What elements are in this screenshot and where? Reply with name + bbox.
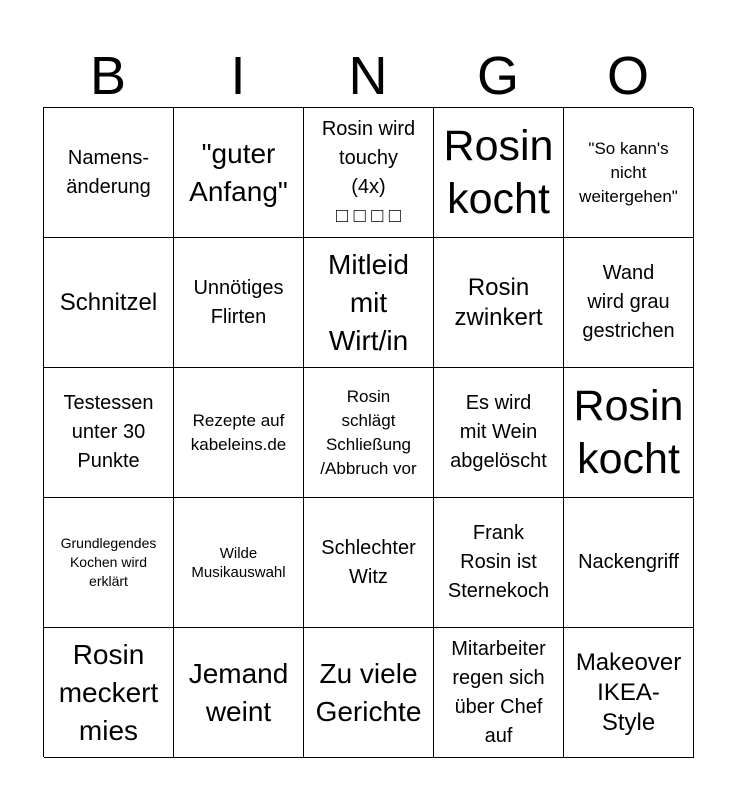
cell-text: Schlechter Witz	[321, 536, 416, 588]
header-letter-g: G	[476, 46, 519, 106]
bingo-cell[interactable]	[174, 368, 304, 498]
bingo-cell[interactable]	[564, 238, 694, 368]
header-letter-i: I	[230, 46, 246, 106]
cell-text: Rosin zwinkert	[454, 273, 543, 331]
bingo-cell[interactable]	[564, 628, 694, 758]
cell-text: Zu viele Gerichte	[315, 657, 422, 727]
cell-text: Testessen unter 30 Punkte	[63, 392, 154, 472]
cell-text: Rosin schlägt Schließung /Abbruch vor	[320, 386, 417, 478]
header-letter-o: O	[606, 46, 649, 106]
cell-text: Grundlegendes Kochen wird erklärt	[60, 535, 157, 589]
bingo-cell[interactable]	[174, 628, 304, 758]
bingo-cell[interactable]	[304, 238, 434, 368]
bingo-cell[interactable]	[564, 368, 694, 498]
bingo-header	[43, 46, 693, 106]
bingo-cell[interactable]	[174, 238, 304, 368]
cell-text: Schnitzel	[59, 288, 158, 316]
bingo-cell[interactable]	[174, 498, 304, 628]
bingo-cell[interactable]	[304, 628, 434, 758]
header-letter-b: B	[89, 46, 127, 106]
bingo-cell[interactable]	[434, 368, 564, 498]
cell-text: Rosin kocht	[443, 121, 554, 223]
bingo-cell[interactable]	[174, 108, 304, 238]
cell-text: Frank Rosin ist Sternekoch	[447, 522, 550, 602]
cell-text: Rosin meckert mies	[58, 638, 159, 746]
cell-text: Namens- änderung	[66, 146, 151, 198]
bingo-cell[interactable]	[44, 498, 174, 628]
cell-text: Makeover IKEA- Style	[575, 648, 682, 736]
cell-text: Mitarbeiter regen sich über Chef auf	[451, 637, 546, 747]
cell-text: "guter Anfang"	[189, 137, 288, 207]
bingo-cell[interactable]	[44, 628, 174, 758]
bingo-cell[interactable]	[434, 238, 564, 368]
bingo-cell[interactable]	[304, 498, 434, 628]
cell-text: Rosin wird touchy (4x) □ □ □ □	[321, 117, 416, 227]
bingo-cell[interactable]	[564, 498, 694, 628]
header-letter-n: N	[348, 46, 388, 106]
cell-text: Es wird mit Wein abgelöscht	[450, 392, 547, 472]
cell-text: Jemand weint	[188, 657, 289, 727]
bingo-cell[interactable]	[434, 498, 564, 628]
bingo-cell[interactable]	[44, 238, 174, 368]
cell-text: Wilde Musikauswahl	[191, 544, 286, 581]
cell-text: Unnötiges Flirten	[193, 276, 284, 328]
bingo-cell[interactable]	[434, 108, 564, 238]
bingo-cell[interactable]	[304, 368, 434, 498]
cell-text: "So kann's nicht weitergehen"	[579, 138, 678, 206]
cell-text: Mitleid mit Wirt/in	[328, 248, 409, 356]
cell-text: Rezepte auf kabeleins.de	[190, 410, 287, 454]
bingo-cell[interactable]	[44, 368, 174, 498]
cell-text: Rosin kocht	[573, 381, 684, 483]
bingo-grid	[43, 107, 693, 757]
bingo-cell[interactable]	[564, 108, 694, 238]
cell-text: Wand wird grau gestrichen	[582, 262, 675, 342]
bingo-cell[interactable]	[304, 108, 434, 238]
bingo-cell[interactable]	[44, 108, 174, 238]
cell-text: Nackengriff	[578, 551, 679, 573]
bingo-cell[interactable]	[434, 628, 564, 758]
